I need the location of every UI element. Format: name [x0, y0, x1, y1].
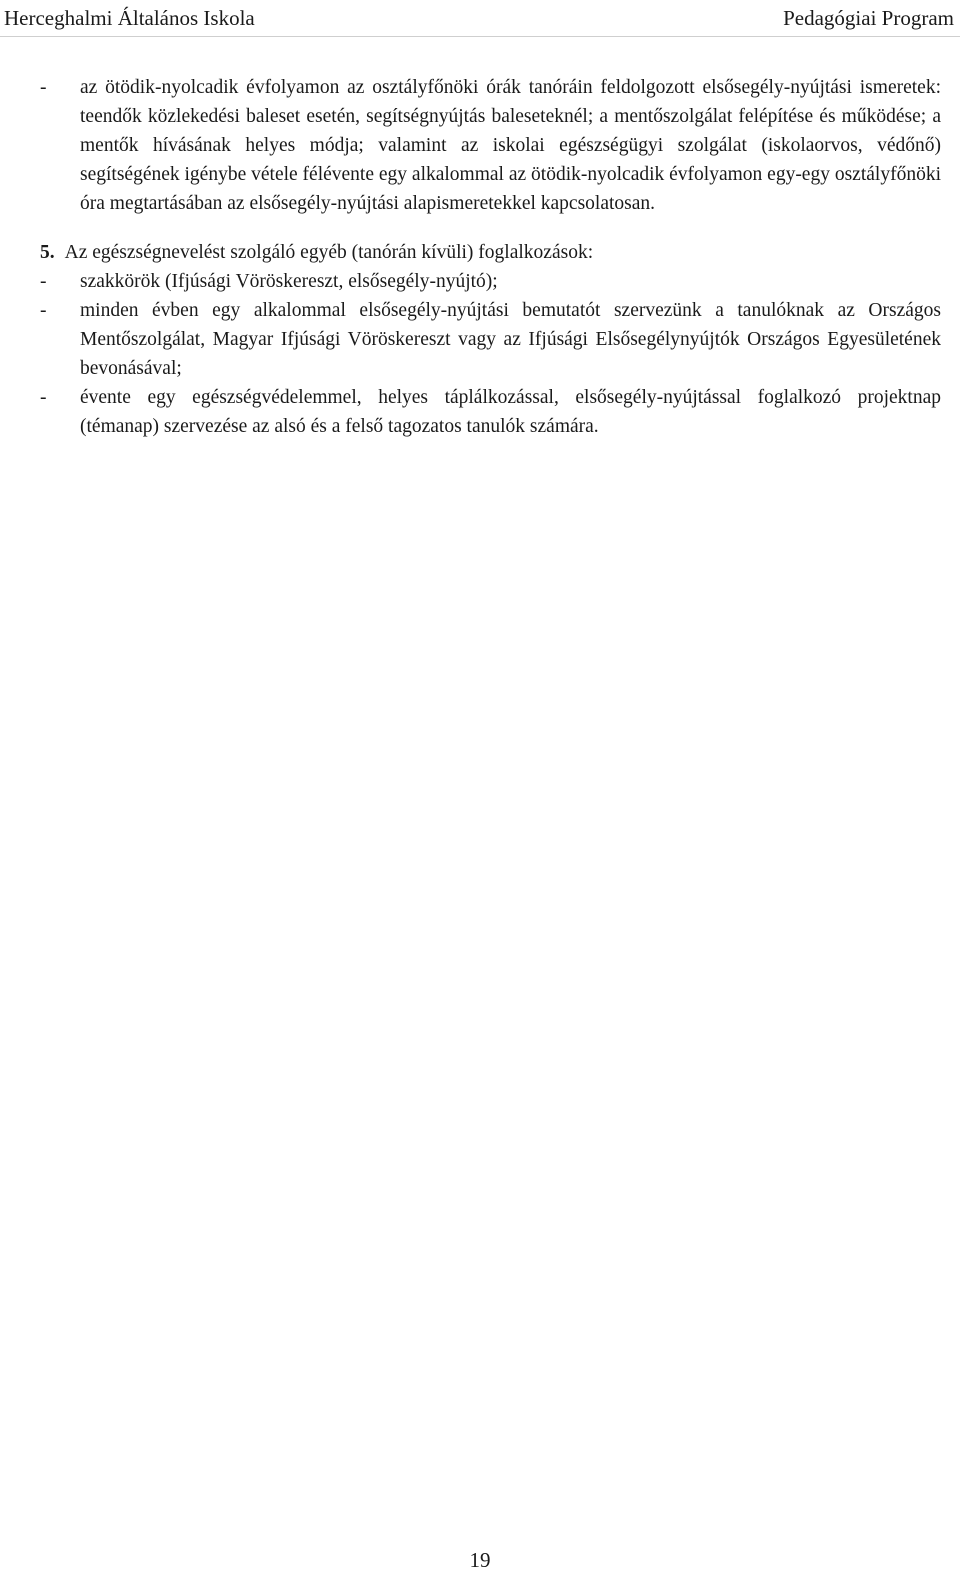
section-title: Az egészségnevelést szolgáló egyéb (tanórán kívüli) foglalkozások: — [64, 242, 594, 263]
bullet-text: szakkörök (Ifjúsági Vöröskereszt, elsősegély-nyújtó); — [80, 271, 498, 292]
bullet-dash: - — [40, 387, 47, 408]
page-number: 19 — [469, 1548, 491, 1572]
bullet-dash: - — [40, 77, 47, 98]
list-item — [40, 383, 941, 441]
bullet-dash: - — [40, 271, 47, 292]
section-number: 5. — [40, 242, 55, 263]
bullet-text: minden évben egy alkalommal elsősegély-nyújtási bemutatót szervezünk a tanulóknak az Országos Mentőszolgálat, Magyar Ifjúsági Vöröskereszt vagy az Ifjúsági Elsősegélynyújtók Országos Egyesületének bevonásával; — [80, 300, 941, 379]
list-item — [40, 267, 941, 296]
page-header — [0, 0, 960, 37]
section-heading — [40, 238, 941, 267]
list-item — [40, 296, 941, 383]
bullet-dash: - — [40, 300, 47, 321]
bullet-text: évente egy egészségvédelemmel, helyes táplálkozással, elsősegély-nyújtással foglalkozó projektnap (témanap) szervezése az alsó és a felső tagozatos tanulók számára. — [80, 387, 941, 437]
document-body — [40, 73, 941, 441]
bullet-text: az ötödik-nyolcadik évfolyamon az osztályfőnöki órák tanóráin feldolgozott elsősegély-nyújtási ismeretek: teendők közlekedési baleset esetén, segítségnyújtás baleseteknél; a mentőszolgálat felépítése és működése; a mentők hívásának helyes módja; valamint az iskolai egészségügyi szolgálat (iskolaorvos, védőnő) segítségének igénybe vétele félévente egy alkalommal az ötödik-nyolcadik évfolyamon egy-egy osztályfőnöki óra megtartásában az elsősegély-nyújtási alapismeretekkel kapcsolatosan. — [80, 77, 941, 214]
list-item — [40, 73, 941, 218]
header-school-name: Herceghalmi Általános Iskola — [4, 6, 255, 30]
header-document-title: Pedagógiai Program — [783, 6, 954, 30]
